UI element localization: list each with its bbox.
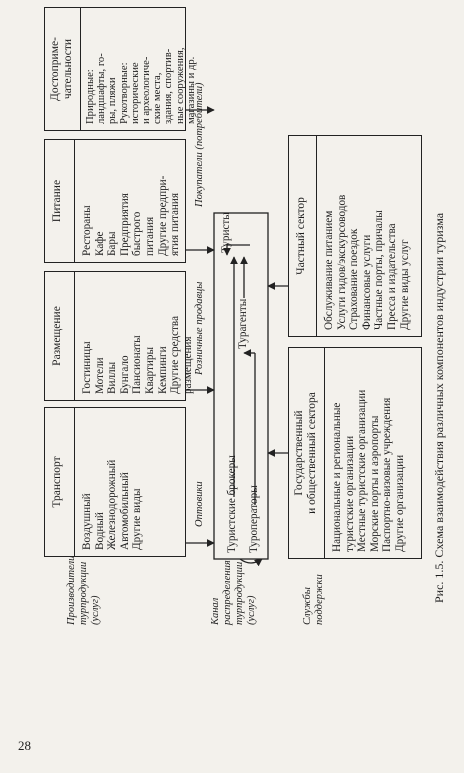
private-sector-items: Обслуживание питанием Услуги гидов/экскурсоводов Страхование поездок Финансовые услуги Частные порты, причалы Пресса и издательства Другие виды услуг: [323, 194, 411, 330]
page-number: 28: [18, 738, 31, 753]
producers-row-label: Производители турпродукции (услуг): [66, 555, 101, 625]
catering-title: Питание: [45, 140, 75, 262]
wholesalers-label: Оптовики: [194, 481, 205, 527]
buyers-label: Покупатели (потребители): [194, 82, 205, 207]
accommodation-box: [44, 271, 194, 401]
figure-caption: Рис. 1.5. Схема взаимодействия различных компонентов индустрии туризма: [432, 212, 446, 603]
public-sector-title: Государственный и общественный сектора: [289, 348, 325, 558]
retailers-label: Розничные продавцы: [194, 281, 205, 375]
attractions-title: Достоприме- чательности: [45, 8, 81, 130]
tourists: Туристы: [220, 212, 232, 253]
transport-items: Воздушный Водный Железнодорожный Автомобильный Другие виды: [81, 459, 144, 550]
accommodation-items: Гостиницы Мотели Виллы Бунгало Пансионаты Квартиры Кемпинги Другие средства размещения: [81, 315, 194, 394]
public-sector-box: [288, 347, 422, 559]
attractions-box: [44, 7, 197, 131]
accommodation-title: Размещение: [45, 272, 75, 400]
tour-operators: Туроператоры: [248, 485, 260, 553]
support-row-label: Службы поддержки: [302, 574, 325, 625]
tour-brokers: Туристские брокеры: [226, 455, 238, 553]
transport-box: [44, 407, 186, 557]
travel-agents: Турагенты: [237, 298, 249, 349]
public-sector-items: Национальные и региональные туристские организации Местные туристские организации Морские порты и аэропорты Паспортно-визовые учреждения Другие организации: [331, 389, 406, 552]
attractions-items: Природные: ландшафты, го- ры, пляжи Рукотворные: исторические и археологиче- ские места, здания, спортив- ные сооружения, магазины и др.: [85, 47, 197, 124]
catering-items: Рестораны Кафе Бары Предприятия быстрого питания Другие предпри- ятия питания: [81, 175, 182, 256]
catering-box: [44, 139, 186, 263]
private-sector-box: [288, 135, 422, 337]
private-sector-title: Частный сектор: [289, 136, 317, 336]
channel-row-label: Канал распределения турпродукции (услуг): [210, 560, 257, 625]
transport-title: Транспорт: [45, 408, 75, 556]
